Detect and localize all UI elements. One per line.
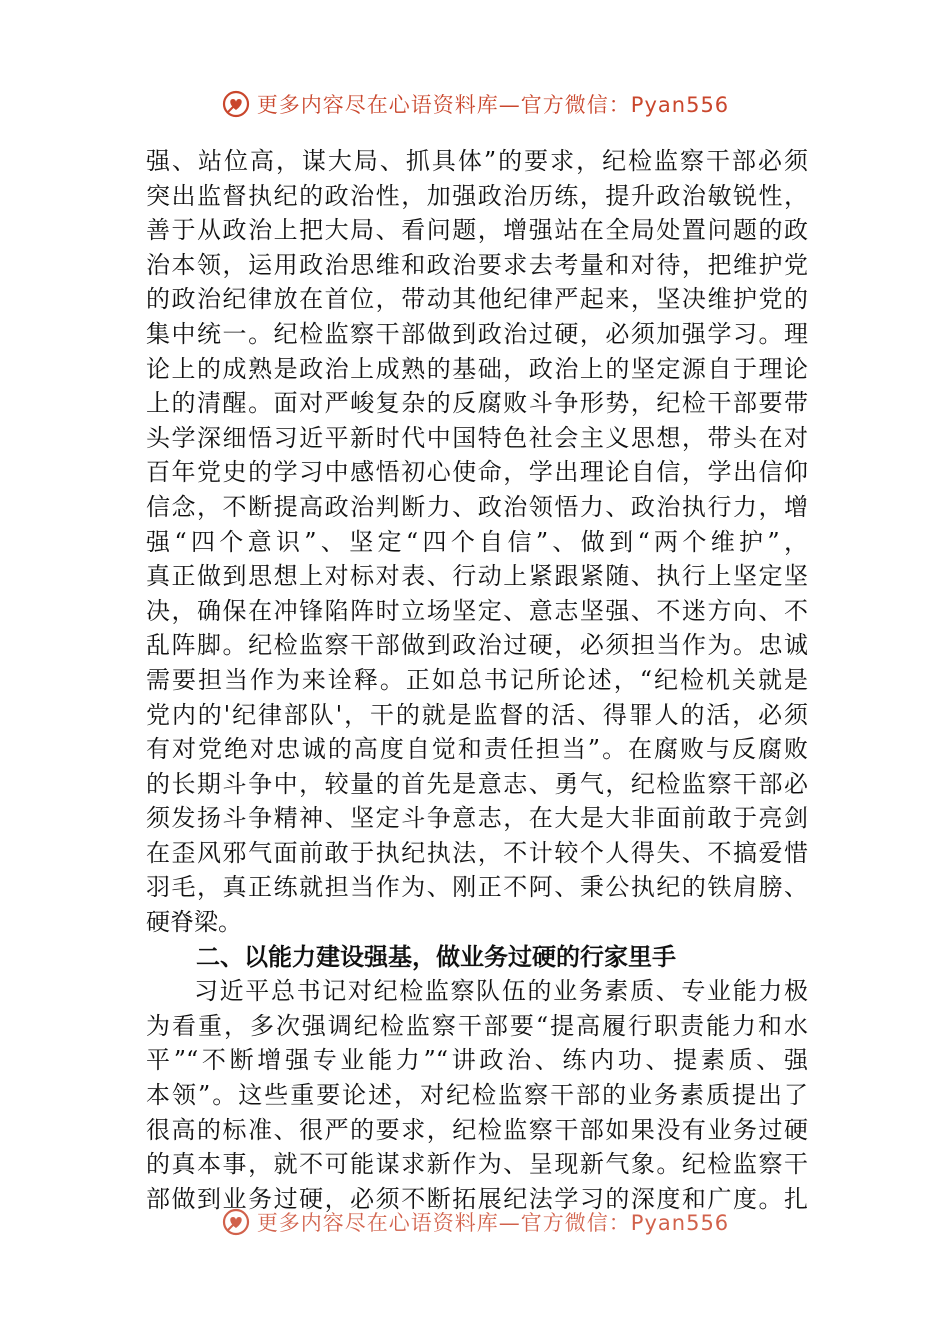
- text-line: 羽毛，真正练就担当作为、刚正不阿、秉公执纪的铁肩膀、: [146, 873, 808, 902]
- text-line: 需要担当作为来诠释。正如总书记所论述，“纪检机关就是: [146, 665, 808, 694]
- text-line: 硬脊梁。: [146, 908, 242, 937]
- text-line: 强“四个意识”、坚定“四个自信”、做到“两个维护”，: [146, 527, 808, 556]
- text-line: 习近平总书记对纪检监察队伍的业务素质、专业能力极: [194, 977, 808, 1006]
- text-line: 的政治纪律放在首位，带动其他纪律严起来，坚决维护党的: [146, 285, 808, 314]
- header-watermark: [0, 88, 950, 120]
- document-body: [146, 144, 808, 1216]
- heart-seal-icon: [221, 89, 251, 119]
- text-line: 论上的成熟是政治上成熟的基础，政治上的坚定源自于理论: [146, 354, 808, 383]
- header-watermark-text: 更多内容尽在心语资料库—官方微信：Pyan556: [256, 93, 730, 117]
- text-line: 为看重，多次强调纪检监察干部要“提高履行职责能力和水: [146, 1011, 808, 1040]
- footer-watermark: [0, 1206, 950, 1238]
- text-line: 党内的'纪律部队'，干的就是监督的活、得罪人的活，必须: [146, 700, 808, 729]
- text-line: 乱阵脚。纪检监察干部做到政治过硬，必须担当作为。忠诚: [146, 631, 808, 660]
- text-line: 部做到业务过硬，必须不断拓展纪法学习的深度和广度。扎: [146, 1184, 808, 1213]
- text-line: 很高的标准、很严的要求，纪检监察干部如果没有业务过硬: [146, 1115, 808, 1144]
- text-line: 信念，不断提高政治判断力、政治领悟力、政治执行力，增: [146, 492, 808, 521]
- text-line: 的长期斗争中，较量的首先是意志、勇气，纪检监察干部必: [146, 769, 808, 798]
- text-line: 在歪风邪气面前敢于执纪执法，不计较个人得失、不搞爱惜: [146, 838, 808, 867]
- text-line: 真正做到思想上对标对表、行动上紧跟紧随、执行上坚定坚: [146, 562, 808, 591]
- text-line: 突出监督执纪的政治性，加强政治历练，提升政治敏锐性，: [146, 181, 808, 210]
- text-line: 强、站位高，谋大局、抓具体”的要求，纪检监察干部必须: [146, 147, 808, 175]
- text-line: 平”“不断增强专业能力”“讲政治、练内功、提素质、强: [146, 1046, 808, 1075]
- text-line: 上的清醒。面对严峻复杂的反腐败斗争形势，纪检干部要带: [146, 389, 808, 418]
- text-line: 的真本事，就不可能谋求新作为、呈现新气象。纪检监察干: [146, 1150, 808, 1179]
- text-line: 善于从政治上把大局、看问题，增强站在全局处置问题的政: [146, 216, 808, 245]
- text-line: 治本领，运用政治思维和政治要求去考量和对待，把维护党: [146, 250, 808, 279]
- text-line: 集中统一。纪检监察干部做到政治过硬，必须加强学习。理: [146, 319, 808, 348]
- footer-watermark-text: 更多内容尽在心语资料库—官方微信：Pyan556: [256, 1211, 730, 1235]
- heart-seal-icon: [221, 1207, 251, 1237]
- section-heading: 二、以能力建设强基，做业务过硬的行家里手: [196, 942, 676, 971]
- text-line: 有对党绝对忠诚的高度自觉和责任担当”。在腐败与反腐败: [146, 735, 808, 764]
- text-line: 头学深细悟习近平新时代中国特色社会主义思想，带头在对: [146, 423, 808, 452]
- text-line: 须发扬斗争精神、坚定斗争意志，在大是大非面前敢于亮剑: [146, 804, 808, 833]
- text-line: 决，确保在冲锋陷阵时立场坚定、意志坚强、不迷方向、不: [146, 596, 808, 625]
- text-line: 百年党史的学习中感悟初心使命，学出理论自信，学出信仰: [146, 458, 808, 487]
- text-line: 本领”。这些重要论述，对纪检监察干部的业务素质提出了: [146, 1081, 808, 1110]
